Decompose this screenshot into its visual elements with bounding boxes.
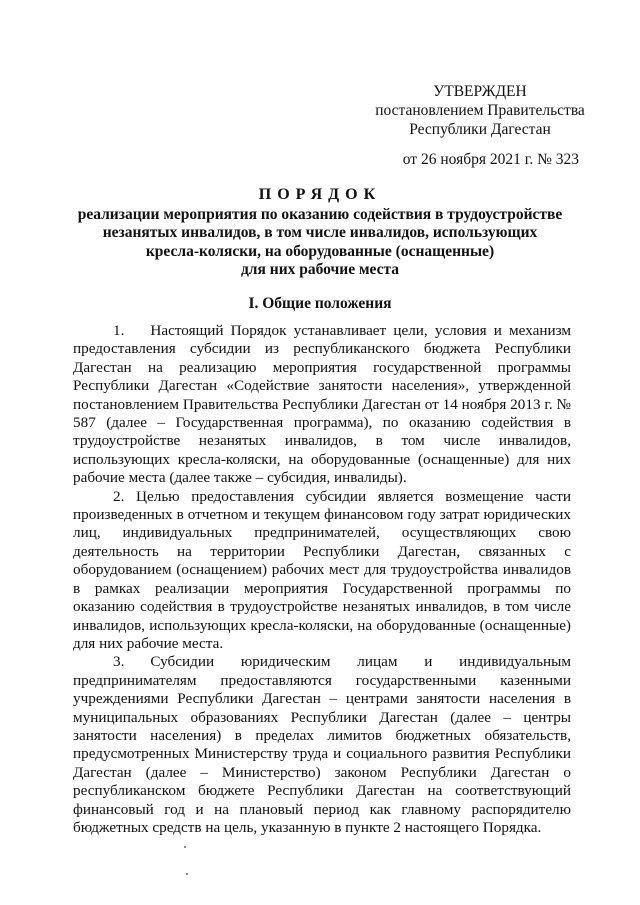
paragraph <box>73 653 571 837</box>
body-text <box>73 322 571 837</box>
scan-speck <box>186 873 188 875</box>
paragraph-text: Настоящий Порядок устанавливает цели, условия и механизм предоставления субсидии из республиканского бюджета Республики Дагестан на реализацию мероприятия государственной программы Республики Дагестан «Содействие занятости населения», утвержденной постановлением Правительства Республики Дагестан от 14 ноября 2013 г. № 587 (далее – Государственная программа), по оказанию содействия в трудоустройстве незанятых инвалидов, в том числе инвалидов, использующих кресла-коляски, на оборудованные (оснащенные) для них рабочие места (далее также – субсидия, инвалиды). <box>73 322 571 487</box>
approval-stamp <box>355 82 605 169</box>
document-title <box>60 186 580 280</box>
approval-date: от 26 ноября 2021 г. № 323 <box>402 151 579 168</box>
title-line: реализации мероприятия по оказанию содействия в трудоустройстве <box>77 205 563 223</box>
title-main: ПОРЯДОК <box>258 186 382 203</box>
paragraph-text: Субсидии юридическим лицам и индивидуальным предпринимателям предоставляются государственными казенными учреждениями Республики Дагестан – центрами занятости населения в муниципальных образованиях Республики Дагестан (далее – центры занятости населения) в пределах лимитов бюджетных обязательств, предусмотренных Министерству труда и социального развития Республики Дагестан (далее – Министерство) законом Республики Дагестан о республиканском бюджете Республики Дагестан на соответствующий финансовый год и на плановый период как главному распорядителю бюджетных средств на цель, указанную в пункте 2 настоящего Порядка. <box>73 653 571 836</box>
paragraph <box>73 488 571 654</box>
paragraph-number: 2. <box>113 487 125 505</box>
paragraph <box>73 322 571 488</box>
approval-line-resolution: постановлением Правительства <box>375 102 585 119</box>
title-line: кресла-коляски, на оборудованные (оснащенные) <box>145 242 495 260</box>
scan-speck <box>184 846 186 848</box>
paragraph-number: 3. <box>113 653 125 671</box>
paragraph-text: Целью предоставления субсидии является возмещение части произведенных в отчетном и текущем финансовом году затрат юридических лиц, индивидуальных предпринимателей, осуществляющих свою деятельность на территории Республики Дагестан, связанных с оборудованием (оснащением) рабочих мест для трудоустройства инвалидов в рамках реализации мероприятия Государственной программы по оказанию содействия в трудоустройстве незанятых инвалидов, в том числе инвалидов, использующих кресла-коляски, на оборудованные (оснащенные) для них рабочие места. <box>73 487 572 652</box>
section-heading: I. Общие положения <box>248 295 392 312</box>
approval-title: УТВЕРЖДЕН <box>433 83 527 100</box>
title-line: для них рабочие места <box>240 261 400 278</box>
title-line: незанятых инвалидов, в том числе инвалидов, использующих <box>102 224 538 241</box>
paragraph-number: 1. <box>113 322 125 339</box>
approval-line-republic: Республики Дагестан <box>409 121 551 138</box>
